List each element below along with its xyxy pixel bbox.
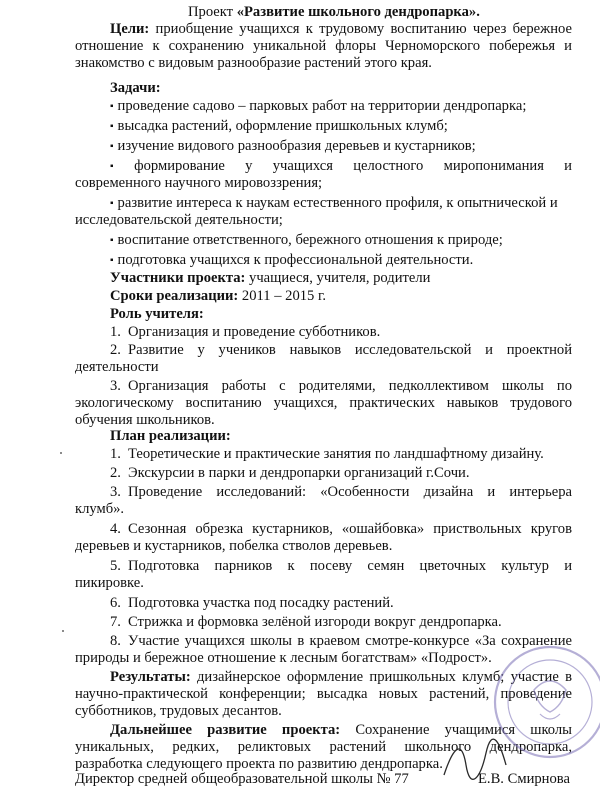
role-heading: Роль учителя: [110, 306, 204, 322]
results-line-3: субботников, трудовых десантов. [75, 703, 282, 719]
results-line-2: научно-практической конференции; высадка новых растений, проведение [75, 686, 572, 702]
plan-item: 2. Экскурсии в парки и дендропарки организаций г.Сочи. [110, 465, 470, 481]
task-item: ▪ проведение садово – парковых работ на территории дендропарка; [110, 98, 526, 116]
further-line-1: Дальнейшее развитие проекта: Сохранение учащимися школы [110, 722, 572, 738]
plan-item: 7. Стрижка и формовка зелёной изгороди вокруг дендропарка. [110, 614, 502, 630]
task-item: ▪ воспитание ответственного, бережного отношения к природе; [110, 232, 503, 250]
stamp-inner-ring [508, 660, 592, 744]
goals-line-3: знакомство с видовым разнообразие растений этого края. [75, 55, 432, 71]
plan-item: 4. Сезонная обрезка кустарников, «ошайбовка» приствольных кругов [110, 521, 572, 537]
task-item: ▪ изучение видового разнообразия деревьев и кустарников; [110, 138, 476, 156]
task-item-cont: исследовательской деятельности; [75, 212, 283, 228]
plan-item-cont: деревьев и кустарников, побелка стволов деревьев. [75, 538, 393, 554]
further-line-3: разработка следующего проекта по развитию дендропарка. [75, 756, 443, 772]
goals-line-1: Цели: приобщение учащихся к трудовому воспитанию через бережное [110, 21, 572, 37]
stamp-emblem-base [540, 714, 560, 719]
footer-director: Директор средней общеобразовательной школы № 77 [75, 771, 409, 787]
task-item-cont: современного научного мировоззрения; [75, 175, 323, 191]
document-title: Проект «Развитие школьного дендропарка». [188, 4, 480, 20]
role-item: 2. Развитие у учеников навыков исследовательской и проектной [110, 342, 572, 358]
plan-item: 1. Теоретические и практические занятия по ландшафтному дизайну. [110, 446, 544, 462]
period-line: Сроки реализации: 2011 – 2015 г. [110, 288, 326, 304]
plan-item: 6. Подготовка участка под посадку растений. [110, 595, 394, 611]
plan-item: 3. Проведение исследований: «Особенности дизайна и интерьера [110, 484, 572, 500]
task-item: ▪ подготовка учащихся к профессиональной деятельности. [110, 252, 473, 270]
role-item-cont: деятельности [75, 359, 159, 375]
task-item: ▪ высадка растений, оформление пришкольных клумб; [110, 118, 448, 136]
goals-line-2: отношение к сохранению уникальной флоры Черноморского побережья и [75, 38, 572, 54]
scan-speck [60, 452, 62, 454]
plan-heading: План реализации: [110, 428, 231, 444]
plan-item-cont: клумб». [75, 501, 125, 517]
scan-speck [62, 630, 64, 632]
results-line-1: Результаты: дизайнерское оформление пришкольных клумб; участие в [110, 669, 572, 685]
stamp-outer-ring [495, 647, 600, 757]
stamp-emblem [534, 681, 566, 712]
plan-item-cont: пикировке. [75, 575, 144, 591]
further-line-2: уникальных, редких, реликтовых растений школьного дендропарка, [75, 739, 572, 755]
plan-item-cont: природы и бережное отношение к лесным богатствам» «Подрост». [75, 650, 492, 666]
role-item: 3. Организация работы с родителями, педколлективом школы по [110, 378, 572, 394]
role-item-cont: обучения школьников. [75, 412, 215, 428]
tasks-heading: Задачи: [110, 80, 161, 96]
footer-signature-name: Е.В. Смирнова [478, 771, 570, 787]
task-item: ▪ формирование у учащихся целостного миропонимания и [110, 158, 572, 176]
plan-item: 8. Участие учащихся школы в краевом смотре-конкурсе «За сохранение [110, 633, 572, 649]
plan-item: 5. Подготовка парников к посеву семян цветочных культур и [110, 558, 572, 574]
role-item: 1. Организация и проведение субботников. [110, 324, 381, 340]
participants-line: Участники проекта: учащиеся, учителя, родители [110, 270, 431, 286]
task-item: ▪ развитие интереса к наукам естественного профиля, к опытнической и [110, 195, 558, 213]
role-item-cont: экологическому воспитанию учащихся, практических навыков трудового [75, 395, 572, 411]
